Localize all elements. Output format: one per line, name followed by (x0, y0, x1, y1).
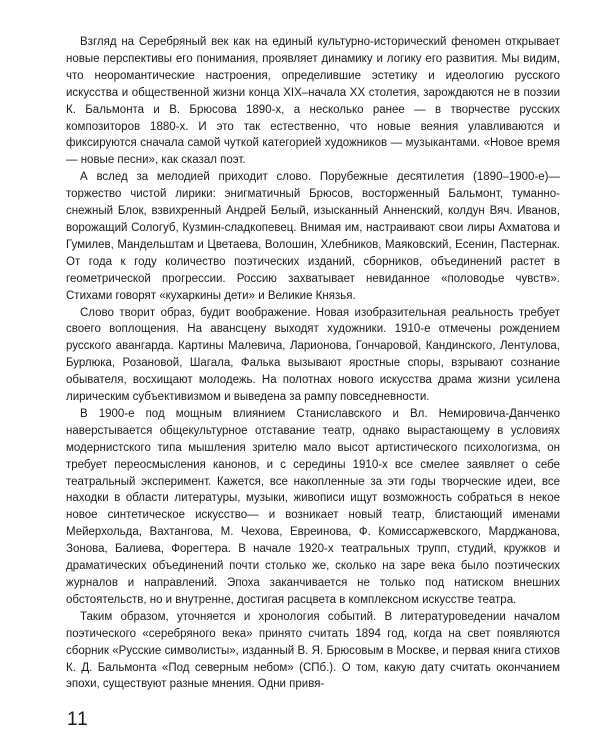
page-number: 11 (67, 709, 89, 730)
paragraph-3: Слово творит образ, будит воображение. Новая изобразительная реальность требует своего воплощения. На авансцену выходят художники. 1910-е отмечены рождением русского авангарда. Картины Малевича, Ларионова, Гончаровой, Кандинского, Лентулова, Бурлюка, Розановой, Шагала, Фалька вызывают яростные споры, взрывают сознание обывателя, восхищают молодежь. На полотнах нового искусства драма жизни усилена лирическим субъективизмом и выведена за рампу повседневности. (66, 306, 560, 404)
paragraph-5: Таким образом, уточняется и хронология событий. В литературоведении началом поэтического «серебряного века» принято считать 1894 год, когда на свет появляются сборник «Русские символисты», изданный В. Я. Брюсовым в Москве, и первая книга стихов К. Д. Бальмонта «Под северным небом» (СПб.). О том, какую дату считать окончанием эпохи, существуют разные мнения. Одни привя- (66, 610, 560, 691)
paragraph-2: А вслед за мелодией приходит слово. Порубежные десятилетия (1890–1900-е)— торжество чистой лирики: энигматичный Брюсов, восторженный Бальмонт, туманно-снежный Блок, взвихренный Андрей Белый, изысканный Анненский, колдун Вяч. Иванов, ворожащий Сологуб, Кузмин-сладкопевец. Внимая им, настраивают свои лиры Ахматова и Гумилев, Мандельштам и Цветаева, Волошин, Хлебников, Маяковский, Есенин, Пастернак. От года к году количество поэтических изданий, сборников, объединений растет в геометрической прогрессии. Россию захватывает невиданное «половодье чувств». Стихами говорят «кухаркины дети» и Великие Князья. (66, 171, 560, 302)
paragraph-4: В 1900-е под мощным влиянием Станиславского и Вл. Немировича-Данченко наверстывается общекультурное отставание театр, однако вырастающему в условиях модернистского типа мышления зрителю мало высот артистического психологизма, он требует переосмысления канонов, и с середины 1910-х все смелее заявляет о себе театральный эксперимент. Кажется, все накопленные за эти годы творческие идеи, все находки в области литературы, музыки, живописи ищут возможность собраться в некое новое синтетическое искусство— и возникает новый театр, блистающий именами Мейерхольда, Вахтангова, М. Чехова, Евреинова, Ф. Комиссаржевского, Марджанова, Зонова, Балиева, Форегтера. В начале 1920-х театральных трупп, студий, кружков и драматических объединений почти столько же, сколько на заре века было поэтических журналов и направлений. Эпоха заканчивается не только под натиском внешних обстоятельств, но и внутренне, достигая расцвета в комплексном искусстве театра. (66, 407, 560, 606)
paragraph-1: Взгляд на Серебряный век как на единый культурно-исторический феномен открывает новые перспективы его понимания, проявляет динамику и логику его развития. Мы видим, что неоромантические настроения, определившие эстетику и идеологию русского искусства и общественной жизни конца XIX–начала XX столетия, зарождаются не в поэзии К. Бальмонта и В. Брюсова 1890-х, а несколько ранее — в творчестве русских композиторов 1880-х. И это так естественно, что новые веяния улавливаются и фиксируются сначала самой чуткой категорией художников — музыкантами. «Новое время — новые песни», как сказал поэт. (66, 36, 560, 167)
body-text (66, 34, 560, 693)
